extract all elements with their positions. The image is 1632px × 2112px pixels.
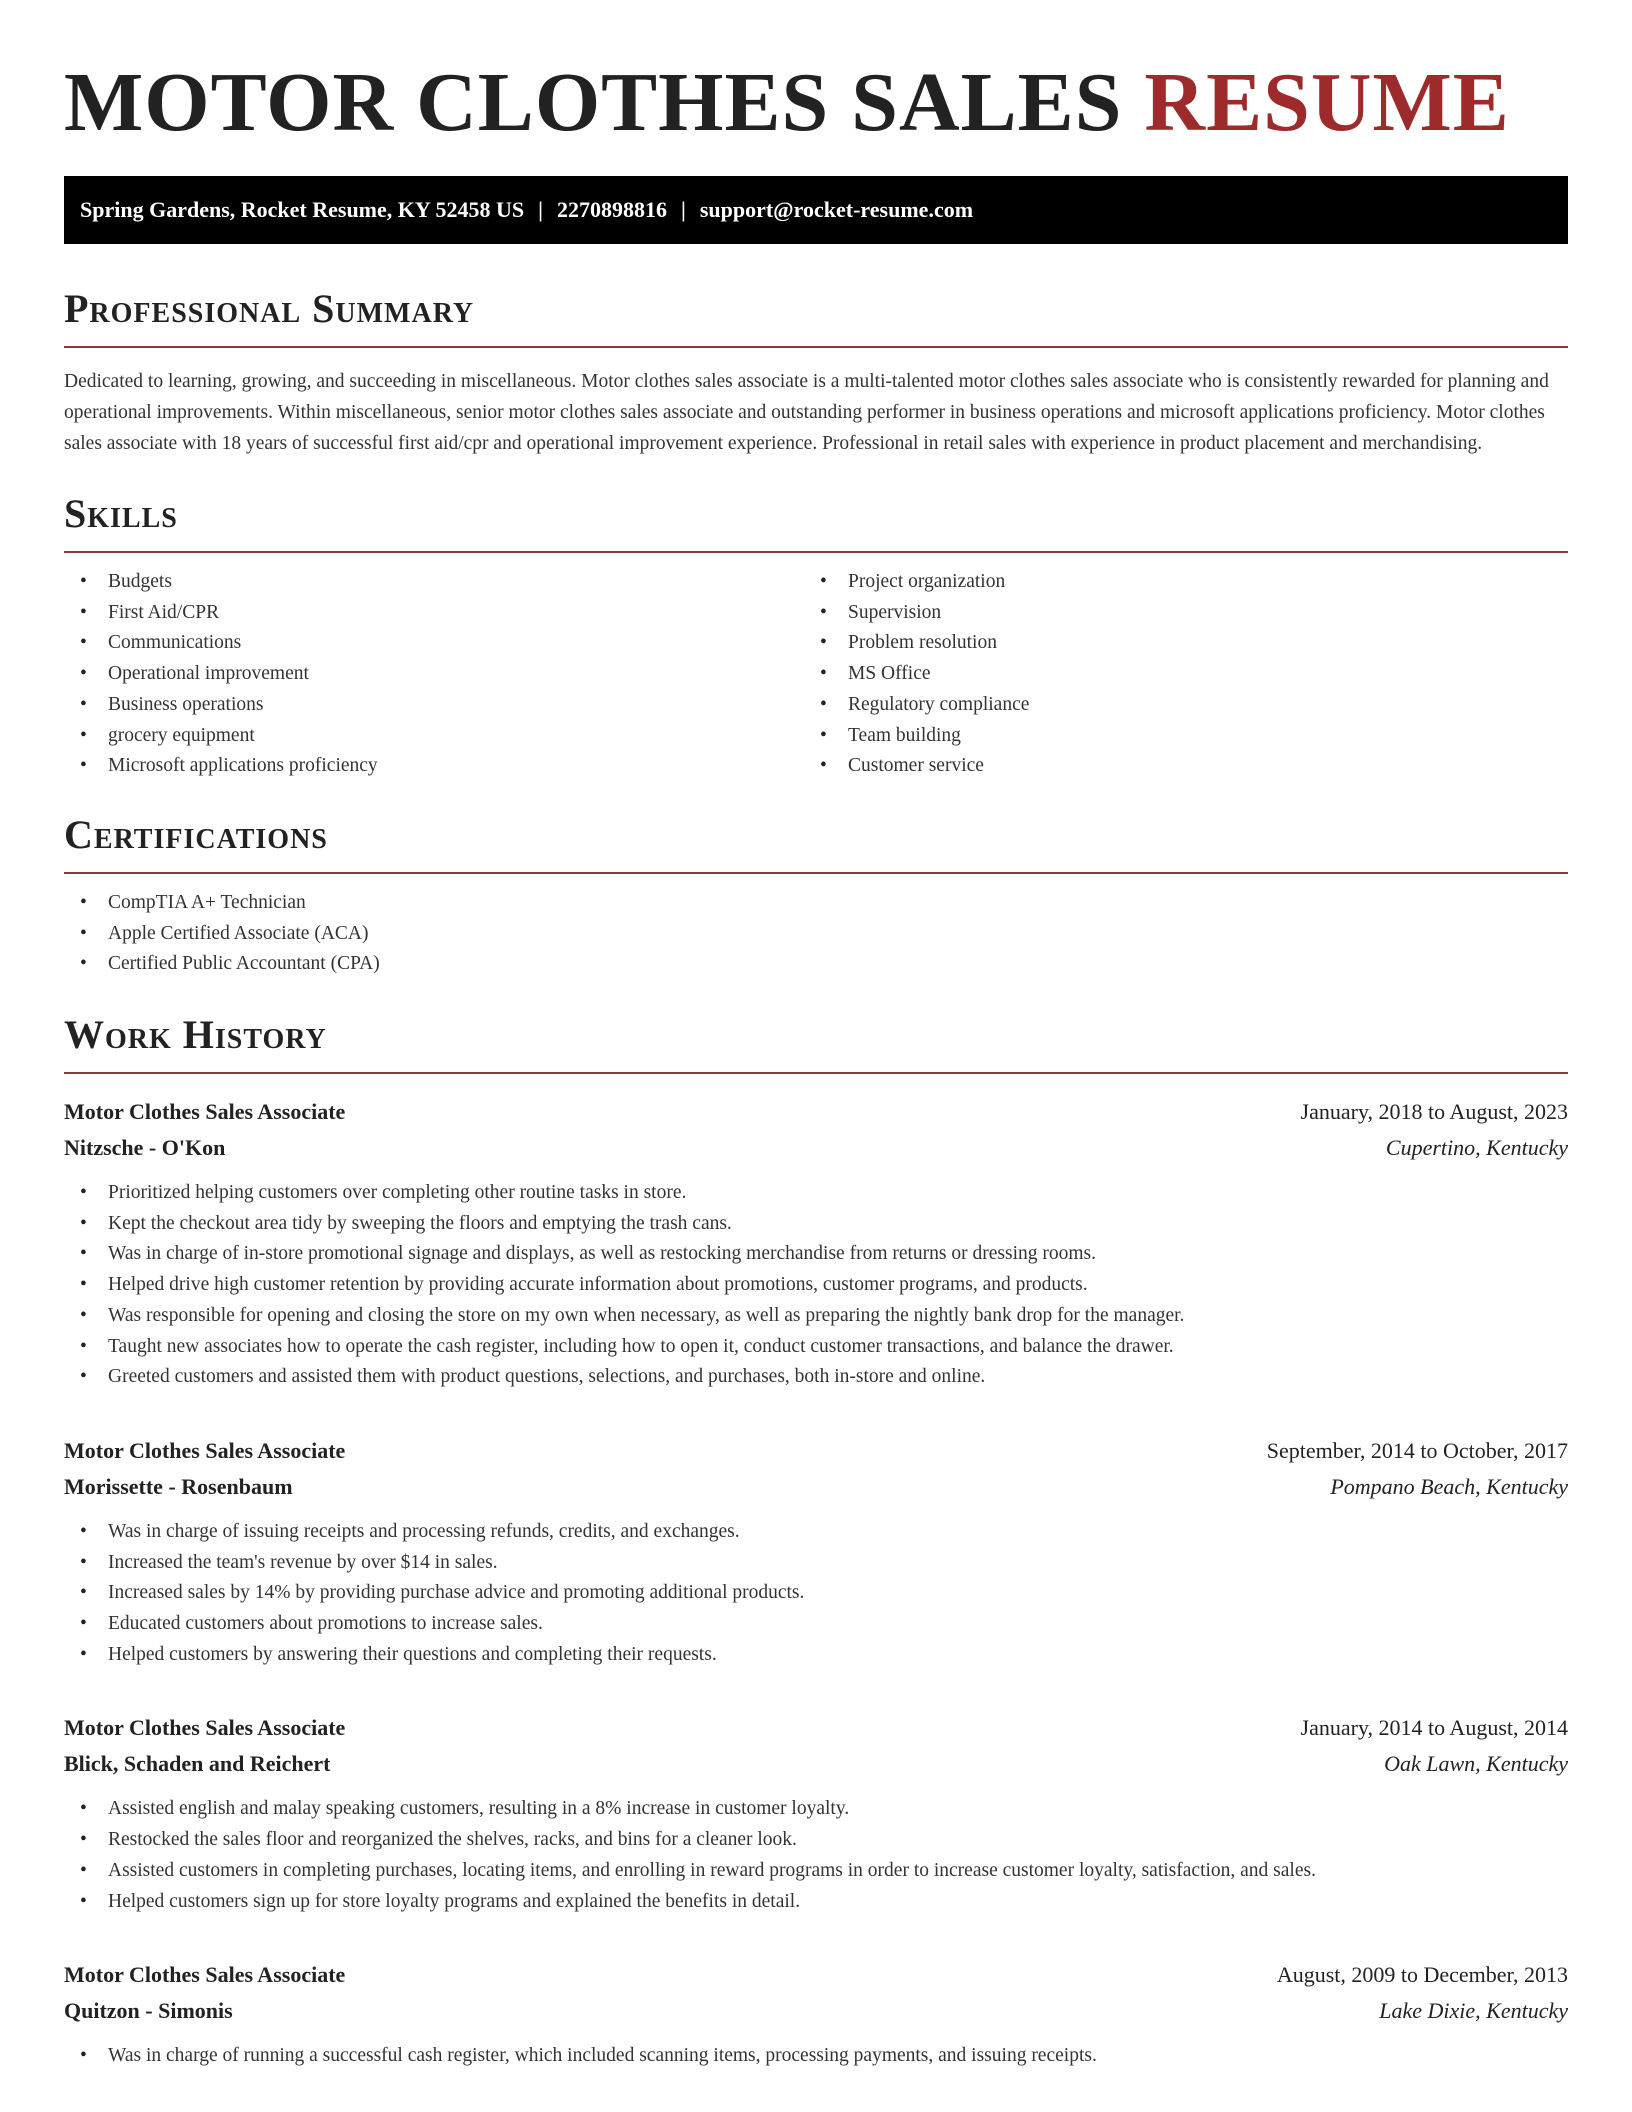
section-title-skills: Skills bbox=[64, 491, 178, 536]
section-divider bbox=[64, 872, 1568, 874]
skills-column-left bbox=[64, 567, 804, 782]
job-bullet: • Prioritized helping customers over completing other routine tasks in store. bbox=[64, 1178, 1568, 1209]
skill-item: • Team building bbox=[804, 721, 1544, 752]
section-title-certifications: Certifications bbox=[64, 811, 328, 857]
job-bullet: • Greeted customers and assisted them with product questions, selections, and purchases, both in-store and online. bbox=[64, 1362, 1568, 1393]
job-entry bbox=[64, 1433, 1568, 1671]
job-bullet: • Assisted customers in completing purchases, locating items, and enrolling in reward programs in order to increase customer loyalty, satisfaction, and sales. bbox=[64, 1856, 1568, 1887]
skills-section bbox=[64, 491, 1568, 782]
contact-separator: | bbox=[680, 197, 686, 222]
job-bullet: • Increased the team's revenue by over $14 in sales. bbox=[64, 1548, 1568, 1579]
contact-address: Spring Gardens, Rocket Resume, KY 52458 US bbox=[80, 197, 525, 222]
skill-item: • Microsoft applications proficiency bbox=[64, 751, 804, 782]
skill-item: • Supervision bbox=[804, 598, 1544, 629]
job-header-row bbox=[64, 1957, 1568, 1993]
skill-item: • Regulatory compliance bbox=[804, 690, 1544, 721]
job-location: Oak Lawn, Kentucky bbox=[1384, 1751, 1568, 1777]
professional-summary-section bbox=[64, 286, 1568, 459]
certifications-section bbox=[64, 812, 1568, 980]
job-company: Morissette - Rosenbaum bbox=[64, 1473, 293, 1499]
job-bullet: • Increased sales by 14% by providing purchase advice and promoting additional products. bbox=[64, 1578, 1568, 1609]
job-bullet: • Was responsible for opening and closing the store on my own when necessary, as well as preparing the nightly bank drop for the manager. bbox=[64, 1301, 1568, 1332]
job-bullet-list bbox=[64, 2041, 1568, 2072]
skills-column-right bbox=[804, 567, 1544, 782]
job-bullet: • Restocked the sales floor and reorganized the shelves, racks, and bins for a cleaner look. bbox=[64, 1825, 1568, 1856]
job-subheader-row bbox=[64, 1130, 1568, 1166]
job-bullet: • Was in charge of running a successful cash register, which included scanning items, processing payments, and issuing receipts. bbox=[64, 2041, 1568, 2072]
job-bullet: • Was in charge of in-store promotional signage and displays, as well as restocking merchandise from returns or dressing rooms. bbox=[64, 1239, 1568, 1270]
resume-name-last: RESUME bbox=[1144, 56, 1510, 149]
job-dates: August, 2009 to December, 2013 bbox=[1276, 1962, 1568, 1988]
resume-name bbox=[64, 0, 1568, 150]
job-subheader-row bbox=[64, 1469, 1568, 1505]
certification-item: • Apple Certified Associate (ACA) bbox=[64, 919, 1568, 950]
skill-item: • Customer service bbox=[804, 751, 1544, 782]
skill-item: • First Aid/CPR bbox=[64, 598, 804, 629]
job-bullet: • Educated customers about promotions to increase sales. bbox=[64, 1609, 1568, 1640]
job-subheader-row bbox=[64, 1746, 1568, 1782]
section-divider bbox=[64, 1072, 1568, 1074]
section-divider bbox=[64, 551, 1568, 553]
section-divider bbox=[64, 346, 1568, 348]
certification-item: • Certified Public Accountant (CPA) bbox=[64, 949, 1568, 980]
work-history-section bbox=[64, 1012, 1568, 2072]
job-location: Cupertino, Kentucky bbox=[1385, 1135, 1568, 1161]
job-title: Motor Clothes Sales Associate bbox=[64, 1437, 346, 1463]
job-bullet-list bbox=[64, 1794, 1568, 1917]
skills-list-left bbox=[64, 567, 804, 782]
job-company: Nitzsche - O'Kon bbox=[64, 1135, 226, 1161]
job-bullet: • Kept the checkout area tidy by sweeping the floors and emptying the trash cans. bbox=[64, 1209, 1568, 1240]
job-entry bbox=[64, 1957, 1568, 2072]
job-dates: January, 2014 to August, 2014 bbox=[1300, 1715, 1568, 1741]
job-location: Pompano Beach, Kentucky bbox=[1330, 1473, 1568, 1499]
job-location: Lake Dixie, Kentucky bbox=[1379, 1998, 1568, 2024]
contact-phone: 2270898816 bbox=[556, 197, 667, 222]
job-header-row bbox=[64, 1094, 1568, 1130]
section-title-summary: Professional Summary bbox=[64, 286, 475, 331]
job-title: Motor Clothes Sales Associate bbox=[64, 1962, 346, 1988]
skill-item: • Business operations bbox=[64, 690, 804, 721]
job-header-row bbox=[64, 1433, 1568, 1469]
skill-item: • Budgets bbox=[64, 567, 804, 598]
job-bullet-list bbox=[64, 1517, 1568, 1671]
contact-separator: | bbox=[538, 197, 543, 222]
job-bullet: • Helped drive high customer retention by providing accurate information about promotions, customer programs, and products. bbox=[64, 1270, 1568, 1301]
skill-item: • MS Office bbox=[804, 659, 1544, 690]
contact-email: support@rocket-resume.com bbox=[699, 197, 974, 222]
skills-list-right bbox=[804, 567, 1544, 782]
job-header-row bbox=[64, 1710, 1568, 1746]
certification-item: • CompTIA A+ Technician bbox=[64, 888, 1568, 919]
skill-item: • Problem resolution bbox=[804, 628, 1544, 659]
resume-page bbox=[64, 0, 1568, 2072]
skills-columns bbox=[64, 567, 1568, 782]
job-title: Motor Clothes Sales Associate bbox=[64, 1715, 346, 1741]
job-company: Quitzon - Simonis bbox=[64, 1998, 233, 2024]
job-bullet-list bbox=[64, 1178, 1568, 1393]
job-entry bbox=[64, 1094, 1568, 1393]
resume-name-first: MOTOR CLOTHES SALES bbox=[64, 56, 1123, 149]
skill-item: • Operational improvement bbox=[64, 659, 804, 690]
job-entry bbox=[64, 1710, 1568, 1917]
job-bullet: • Assisted english and malay speaking customers, resulting in a 8% increase in customer loyalty. bbox=[64, 1794, 1568, 1825]
summary-text: Dedicated to learning, growing, and succeeding in miscellaneous. Motor clothes sales associate is a multi-talented motor clothes sales associate who is consistently rewarded for planning and operational improvements. Within miscellaneous, senior motor clothes sales associate and outstanding performer in business operations and microsoft applications proficiency. Motor clothes sales associate with 18 years of successful first aid/cpr and operational improvement experience. Professional in retail sales with experience in product placement and merchandising. bbox=[64, 371, 1549, 454]
contact-bar bbox=[64, 176, 1568, 244]
job-bullet: • Helped customers by answering their questions and completing their requests. bbox=[64, 1640, 1568, 1671]
section-title-work-history: Work History bbox=[64, 1012, 327, 1058]
skill-item: • grocery equipment bbox=[64, 721, 804, 752]
job-bullet: • Was in charge of issuing receipts and processing refunds, credits, and exchanges. bbox=[64, 1517, 1568, 1548]
skill-item: • Project organization bbox=[804, 567, 1544, 598]
job-dates: September, 2014 to October, 2017 bbox=[1266, 1437, 1568, 1463]
job-bullet: • Taught new associates how to operate the cash register, including how to open it, conduct customer transactions, and balance the drawer. bbox=[64, 1332, 1568, 1363]
job-bullet: • Helped customers sign up for store loyalty programs and explained the benefits in detail. bbox=[64, 1887, 1568, 1918]
job-dates: January, 2018 to August, 2023 bbox=[1300, 1099, 1568, 1125]
skill-item: • Communications bbox=[64, 628, 804, 659]
job-title: Motor Clothes Sales Associate bbox=[64, 1099, 346, 1125]
certifications-list bbox=[64, 888, 1568, 980]
job-subheader-row bbox=[64, 1993, 1568, 2029]
job-company: Blick, Schaden and Reichert bbox=[64, 1751, 331, 1777]
